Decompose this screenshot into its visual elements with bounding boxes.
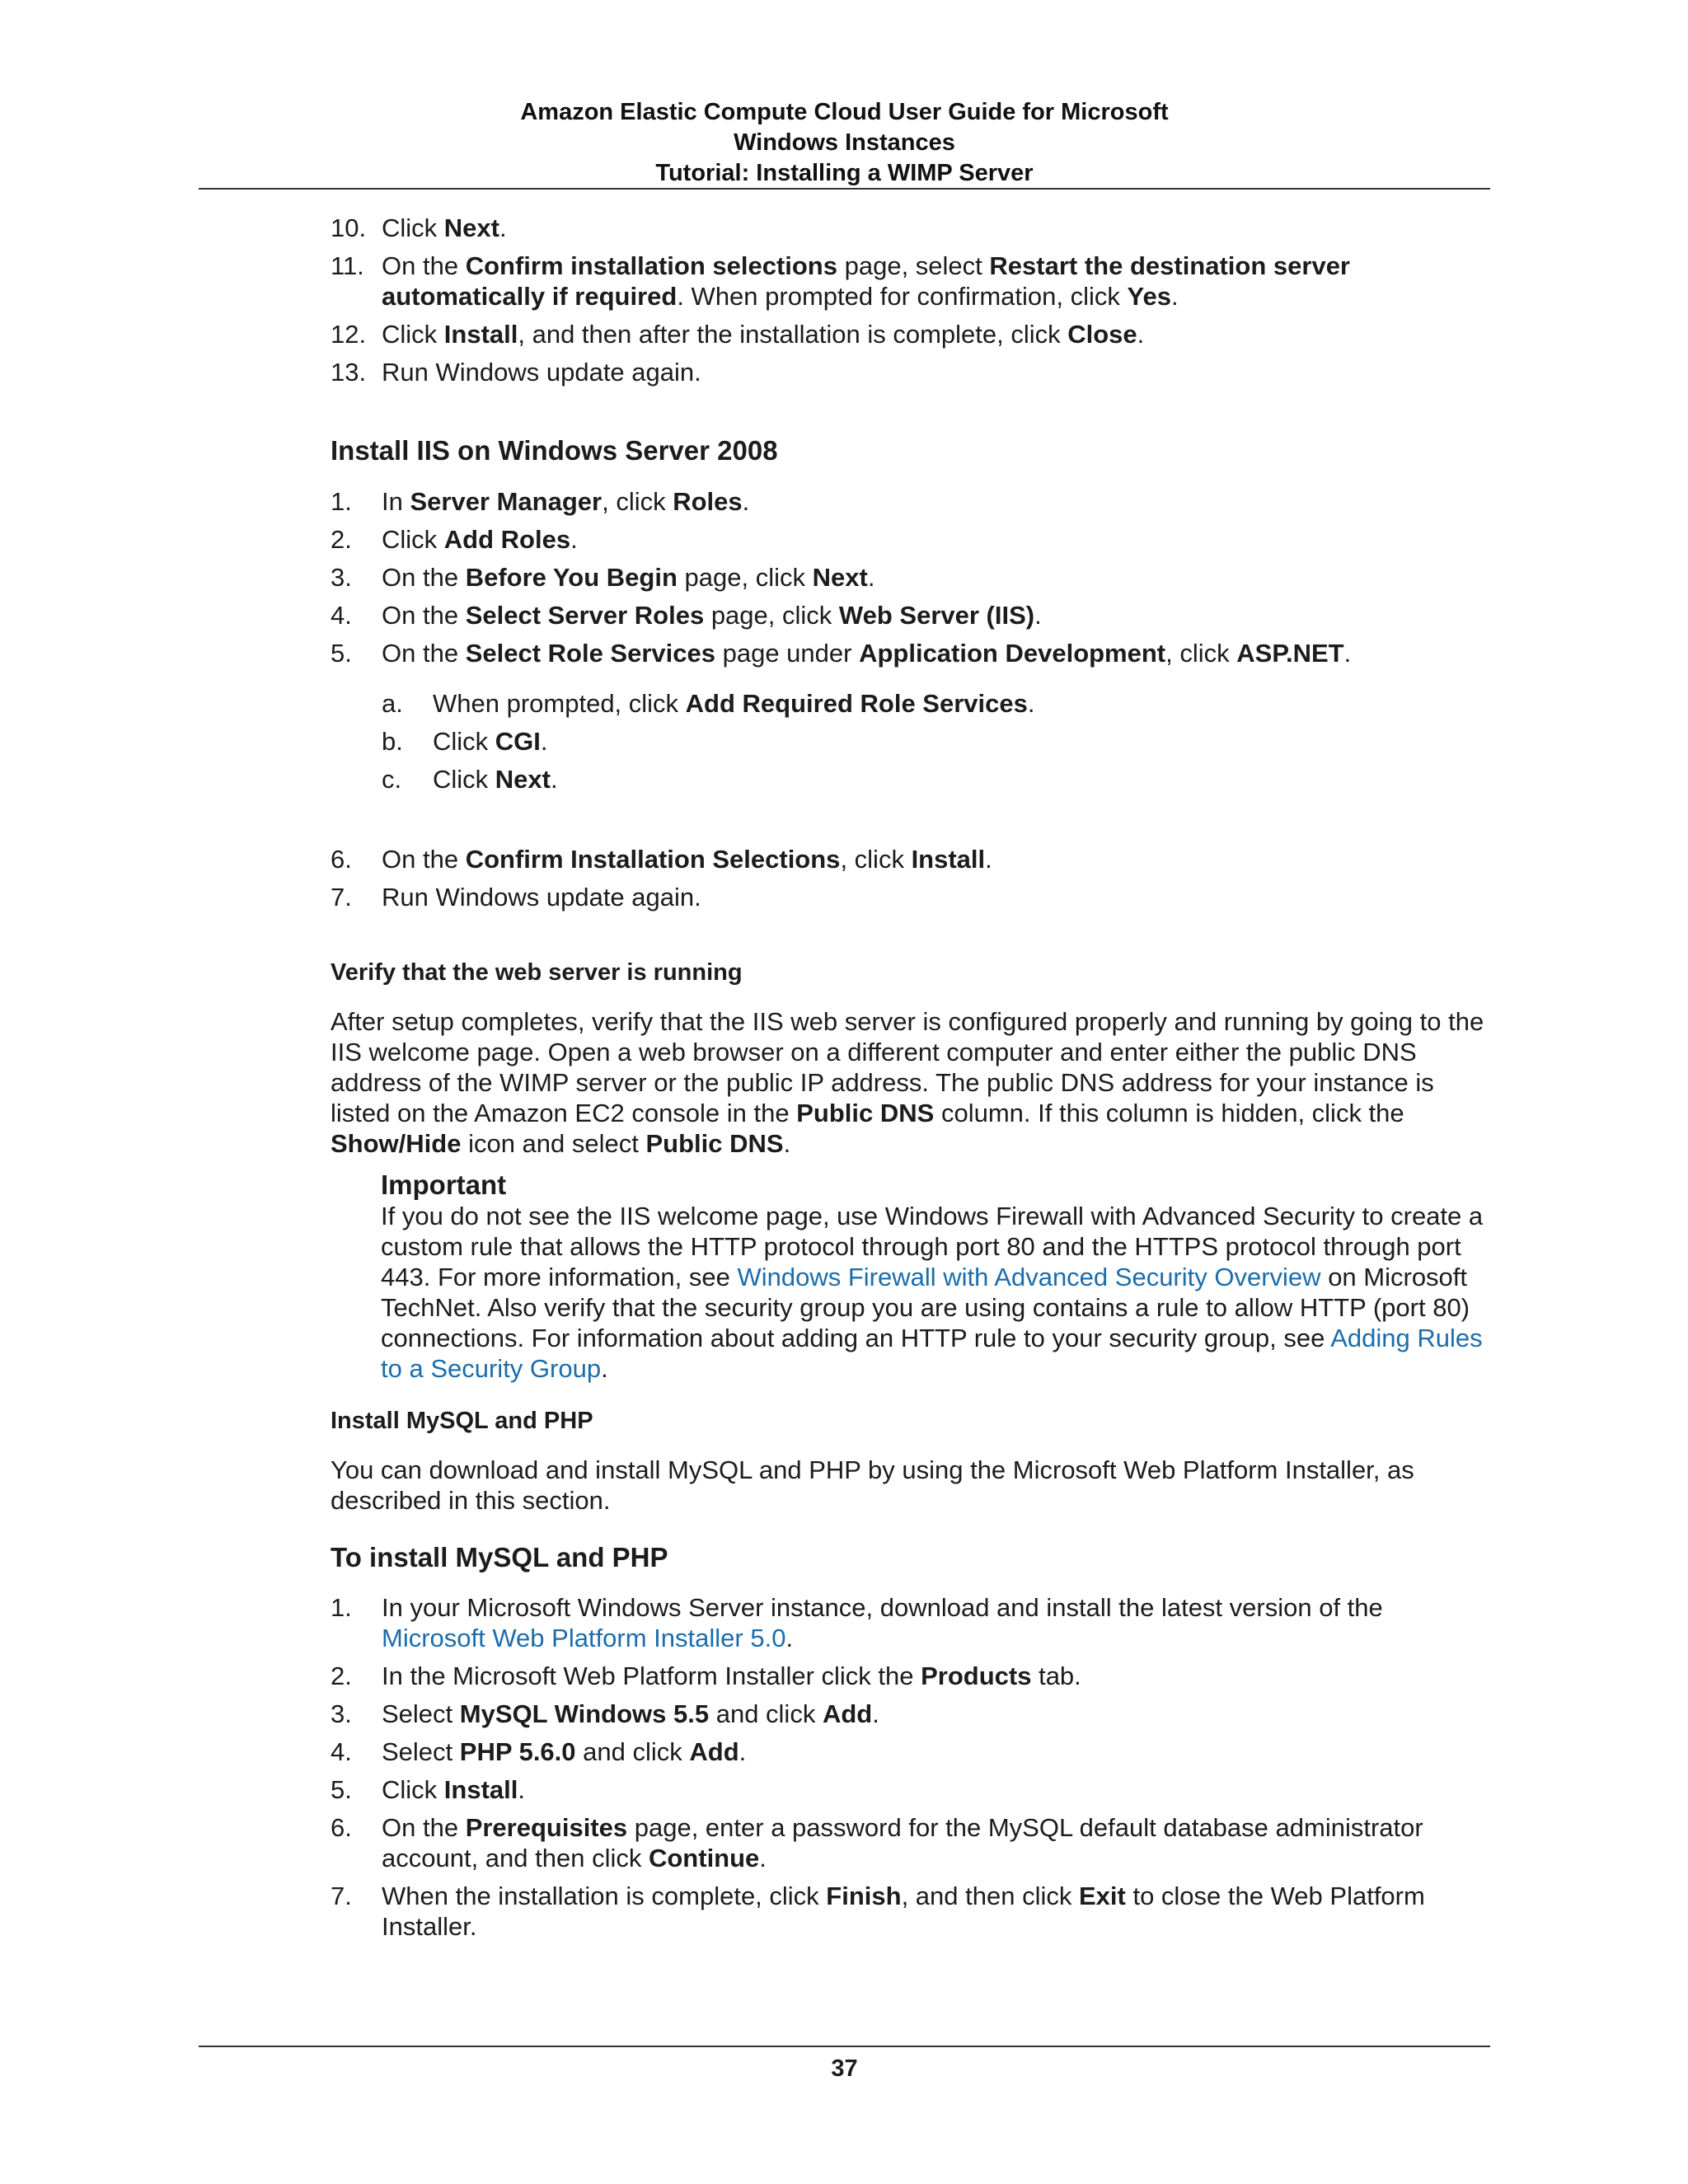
list-item: 2. In the Microsoft Web Platform Installer click the Products tab. (331, 1661, 1081, 1690)
list-item: 11. On the Confirm installation selections page, select Restart the destination server automatically if required. When prompted for confirmation, click Yes. (331, 251, 1350, 311)
list-item: 7. Run Windows update again. (331, 883, 701, 912)
list-item: 3. Select MySQL Windows 5.5 and click Add. (331, 1699, 879, 1728)
header-title-line2: Windows Instances (734, 129, 955, 156)
list-item: 6. On the Prerequisites page, enter a password for the MySQL default database administrator account, and then click Continue. (331, 1813, 1423, 1872)
step-number: 2. (331, 1661, 352, 1690)
step-number: 7. (331, 883, 352, 912)
step-number: 3. (331, 563, 352, 592)
substep-letter: b. (382, 727, 403, 756)
substep-letter: c. (382, 765, 402, 794)
list-item: 4. On the Select Server Roles page, click Web Server (IIS). (331, 601, 1042, 630)
step-number: 6. (331, 845, 352, 874)
security-group-rules-link[interactable]: Adding Rules to a Security Group (381, 1324, 1483, 1383)
note-body: If you do not see the IIS welcome page, use Windows Firewall with Advanced Security to create a custom rule that allows the HTTP protocol through port 80 and the HTTPS protocol through port 443. For more information, see Windows Firewall with Advanced Security Overview on Microsoft TechNet. Also verify that the security group you are using contains a rule to allow HTTP (port 80) connections. For information about adding an HTTP rule to your security group, see Adding Rules to a Security Group. (381, 1202, 1484, 1383)
page-header (199, 97, 1490, 189)
step-number: 3. (331, 1699, 352, 1728)
list-item: 5. On the Select Role Services page under Application Development, click ASP.NET. a. When prompted, click Add Required Role Services. b. Click CGI. c. Click Next. (331, 638, 1491, 794)
verify-paragraph: After setup completes, verify that the IIS web server is configured properly and running by going to the IIS welcome page. Open a web browser on a different computer and enter either the public DNS address of the WIMP server or the public IP address. The public DNS address for your instance is listed on the Amazon EC2 console in the Public DNS column. If this column is hidden, click the Show/Hide icon and select Public DNS. (331, 1007, 1484, 1158)
list-item: 1. In your Microsoft Windows Server instance, download and install the latest version of the Microsoft Web Platform Installer 5.0. (331, 1593, 1383, 1652)
step-list-top (331, 213, 1491, 387)
list-item: 4. Select PHP 5.6.0 and click Add. (331, 1737, 747, 1766)
footer-divider (199, 2046, 1490, 2047)
section-heading-verify: Verify that the web server is running (331, 959, 743, 986)
mysql-paragraph: You can download and install MySQL and PHP by using the Microsoft Web Platform Installer, as described in this section. (331, 1455, 1414, 1515)
step-list-mysql (331, 1592, 1491, 1942)
step-number: 1. (331, 487, 352, 516)
step-number: 2. (331, 525, 352, 554)
page-number: 37 (831, 2055, 858, 2082)
important-note (381, 1169, 1491, 1384)
step-number: 4. (331, 1737, 352, 1766)
list-item: 3. On the Before You Begin page, click Next. (331, 563, 875, 592)
list-item: a. When prompted, click Add Required Role Services. (382, 689, 1035, 718)
list-item: c. Click Next. (382, 765, 558, 794)
page-content (331, 213, 1491, 1949)
list-item: 6. On the Confirm Installation Selections, click Install. (331, 845, 992, 874)
list-item: 7. When the installation is complete, click Finish, and then click Exit to close the Web Platform Installer. (331, 1882, 1425, 1941)
list-item: 10. Click Next. (331, 213, 507, 242)
step-number: 10. (331, 213, 367, 242)
step-number: 6. (331, 1813, 352, 1842)
step-number: 5. (331, 1775, 352, 1804)
step-number: 4. (331, 601, 352, 630)
note-title: Important (381, 1169, 507, 1200)
section-heading-install-iis: Install IIS on Windows Server 2008 (331, 435, 778, 466)
web-platform-installer-link[interactable]: Microsoft Web Platform Installer 5.0 (382, 1624, 786, 1652)
firewall-overview-link[interactable]: Windows Firewall with Advanced Security Overview (737, 1263, 1321, 1291)
list-item: 2. Click Add Roles. (331, 525, 578, 554)
step-number: 11. (331, 251, 364, 280)
procedure-heading-mysql-php: To install MySQL and PHP (331, 1542, 668, 1572)
substep-letter: a. (382, 689, 403, 718)
list-item: 12. Click Install, and then after the installation is complete, click Close. (331, 320, 1145, 349)
list-item: 13. Run Windows update again. (331, 358, 701, 387)
step-number: 7. (331, 1882, 352, 1910)
step-number: 1. (331, 1593, 352, 1622)
step-number: 13. (331, 358, 367, 387)
list-item: 5. Click Install. (331, 1775, 525, 1804)
step-list-iis-continued (331, 844, 1491, 912)
header-divider (199, 188, 1490, 190)
substep-list (331, 688, 1491, 794)
step-number: 5. (331, 639, 352, 668)
header-section-title: Tutorial: Installing a WIMP Server (655, 160, 1034, 186)
step-number: 12. (331, 320, 367, 349)
section-heading-mysql-php: Install MySQL and PHP (331, 1408, 593, 1434)
step-list-iis (331, 486, 1491, 794)
list-item: 1. In Server Manager, click Roles. (331, 487, 750, 516)
list-item: b. Click CGI. (382, 727, 548, 756)
header-title-line1: Amazon Elastic Compute Cloud User Guide for Microsoft (520, 99, 1169, 125)
